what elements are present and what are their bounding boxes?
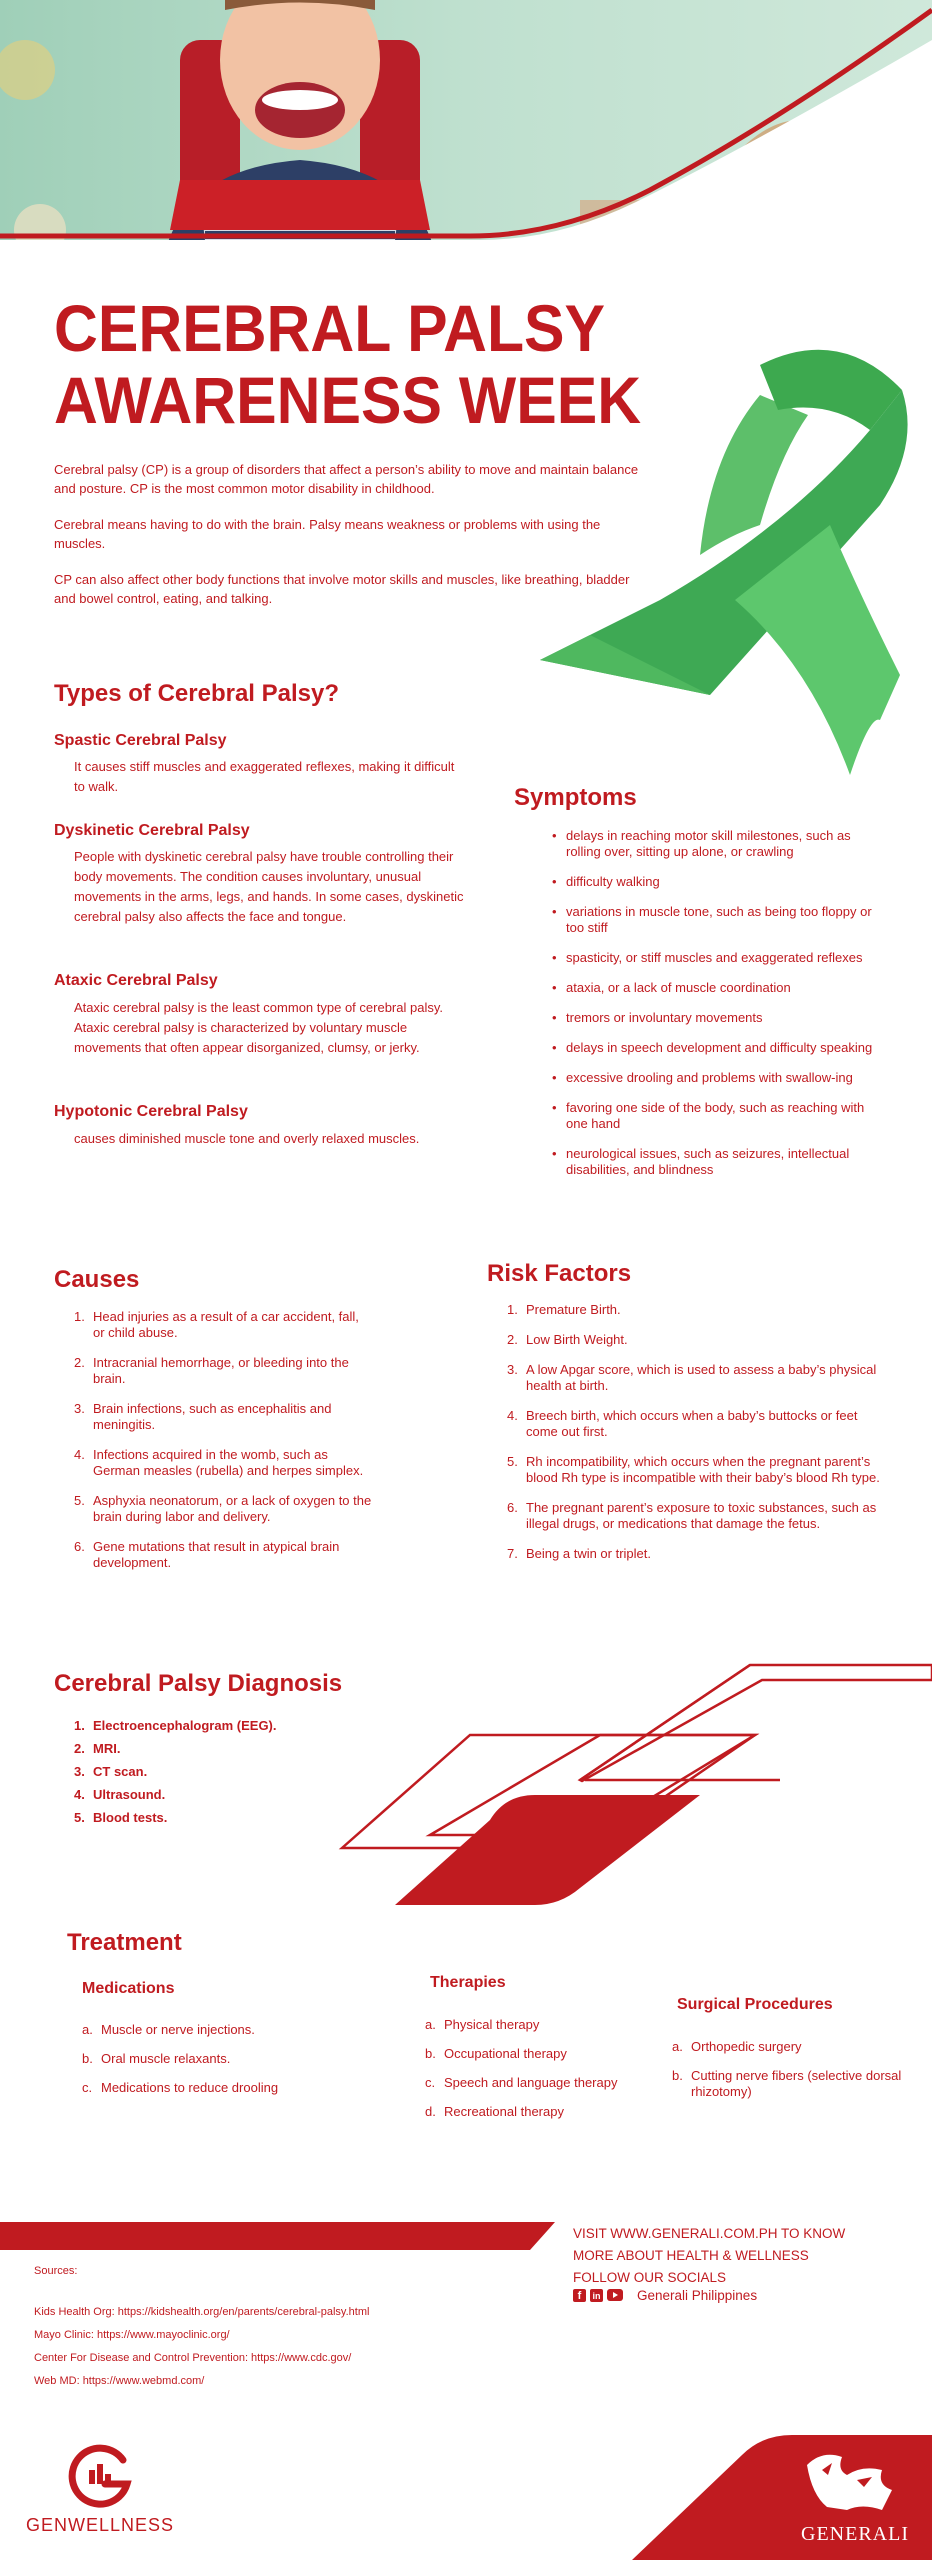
intro-paragraph-3: CP can also affect other body functions that involve motor skills and muscles, like breathing, bladder and bowel control, eating, and talking. [54, 572, 630, 606]
source-mayo[interactable]: Mayo Clinic: https://www.mayoclinic.org/ [34, 2329, 230, 2341]
therapies-heading: Therapies [430, 1974, 506, 1991]
treatment-heading: Treatment [67, 1929, 182, 1956]
diagnosis-heading: Cerebral Palsy Diagnosis [54, 1670, 343, 1697]
social-row [573, 2287, 757, 2303]
list-item: b. Oral muscle relaxants. [82, 2051, 231, 2066]
generali-wordmark: GENERALI [801, 2523, 909, 2545]
list-item: c. Speech and language therapy [425, 2075, 618, 2090]
social-account-name[interactable]: Generali Philippines [637, 2287, 758, 2303]
list-item: 5. Asphyxia neonatorum, or a lack of oxygen to the brain during labor and delivery. [74, 1493, 372, 1524]
list-item: • difficulty walking [552, 874, 882, 890]
genwellness-wordmark: GENWELLNESS [25, 2515, 175, 2535]
hero-illustration [0, 0, 932, 280]
visit-line-1: VISIT WWW.GENERALI.COM.PH TO KNOW [573, 2226, 846, 2241]
footer-visit [573, 2223, 903, 2289]
list-item: 1. Head injuries as a result of a car accident, fall, or child abuse. [74, 1309, 359, 1340]
type-spastic-heading: Spastic Cerebral Palsy [54, 732, 227, 749]
list-item: 7. Being a twin or triplet. [507, 1546, 652, 1561]
medications-heading: Medications [82, 1980, 175, 1997]
symptoms-list [552, 828, 882, 1192]
facebook-icon[interactable]: f [573, 2289, 586, 2302]
intro-text [54, 460, 644, 625]
risk-factors-heading: Risk Factors [487, 1260, 632, 1287]
linkedin-icon[interactable]: in [590, 2289, 603, 2302]
source-cdc[interactable]: Center For Disease and Control Prevention: https://www.cdc.gov/ [34, 2352, 352, 2364]
list-item: 6. Gene mutations that result in atypical brain development. [74, 1539, 340, 1570]
visit-line-3: FOLLOW OUR SOCIALS [573, 2270, 727, 2285]
list-item: 5. Rh incompatibility, which occurs when the pregnant parent’s blood Rh type is incompatible with their baby’s blood Rh type. [507, 1454, 880, 1485]
list-item: 3. A low Apgar score, which is used to assess a baby’s physical health at birth. [507, 1362, 877, 1393]
list-item: 6. The pregnant parent’s exposure to toxic substances, such as illegal drugs, or medications that damage the fetus. [507, 1500, 877, 1531]
list-item: • tremors or involuntary movements [552, 1010, 882, 1026]
list-item: 4. Breech birth, which occurs when a baby’s buttocks or feet come out first. [507, 1408, 858, 1439]
list-item: a. Orthopedic surgery [672, 2039, 802, 2054]
list-item: 2. MRI. [74, 1741, 121, 1756]
risk-factors-list [507, 1302, 882, 1576]
type-dyskinetic-heading: Dyskinetic Cerebral Palsy [54, 822, 250, 839]
sources-label: Sources: [34, 2265, 78, 2277]
list-item: a. Physical therapy [425, 2017, 540, 2032]
list-item: • ataxia, or a lack of muscle coordination [552, 980, 882, 996]
list-item: b. Cutting nerve fibers (selective dorsal rhizotomy) [672, 2068, 902, 2099]
type-ataxic-desc: Ataxic cerebral palsy is the least common type of cerebral palsy. Ataxic cerebral palsy is characterized by voluntary muscle movements that often appear disorganized, clumsy, or jerky. [74, 1000, 443, 1055]
list-item: 3. CT scan. [74, 1764, 148, 1779]
genwellness-g-icon [65, 2440, 135, 2512]
visit-line-2: MORE ABOUT HEALTH & WELLNESS [573, 2248, 809, 2263]
list-item: c. Medications to reduce drooling [82, 2080, 279, 2095]
symptoms-heading: Symptoms [514, 784, 637, 811]
list-item: d. Recreational therapy [425, 2104, 564, 2119]
list-item: 2. Intracranial hemorrhage, or bleeding into the brain. [74, 1355, 349, 1386]
causes-heading: Causes [54, 1266, 140, 1293]
source-webmd[interactable]: Web MD: https://www.webmd.com/ [34, 2375, 205, 2387]
medications-list [82, 2022, 342, 2109]
source-kidshealth[interactable]: Kids Health Org: https://kidshealth.org/en/parents/cerebral-palsy.html [34, 2306, 370, 2318]
list-item: 2. Low Birth Weight. [507, 1332, 628, 1347]
list-item: 3. Brain infections, such as encephalitis and meningitis. [74, 1401, 332, 1432]
types-heading: Types of Cerebral Palsy? [54, 680, 339, 707]
title-line-2: AWARENESS WEEK [54, 363, 642, 437]
youtube-icon[interactable] [607, 2289, 623, 2301]
list-item: • delays in speech development and difficulty speaking [552, 1040, 882, 1056]
intro-paragraph-2: Cerebral means having to do with the brain. Palsy means weakness or problems with using the muscles. [54, 517, 601, 551]
title-line-1: CEREBRAL PALSY [54, 291, 606, 365]
list-item: • spasticity, or stiff muscles and exaggerated reflexes [552, 950, 882, 966]
type-hypotonic-heading: Hypotonic Cerebral Palsy [54, 1103, 248, 1120]
list-item: 1. Premature Birth. [507, 1302, 621, 1317]
list-item: 1. Electroencephalogram (EEG). [74, 1718, 277, 1733]
list-item: • favoring one side of the body, such as reaching with one hand [552, 1100, 882, 1132]
list-item: • delays in reaching motor skill milestones, such as rolling over, sitting up alone, or crawling [552, 828, 882, 860]
type-hypotonic-desc: causes diminished muscle tone and overly relaxed muscles. [74, 1131, 420, 1146]
surgical-list [672, 2039, 902, 2113]
list-item: 4. Infections acquired in the womb, such as German measles (rubella) and herpes simplex. [74, 1447, 364, 1478]
list-item: 4. Ultrasound. [74, 1787, 166, 1802]
footer-red-band [0, 2222, 560, 2250]
genwellness-logo [20, 2440, 180, 2536]
list-item: a. Muscle or nerve injections. [82, 2022, 255, 2037]
intro-paragraph-1: Cerebral palsy (CP) is a group of disorders that affect a person’s ability to move and maintain balance and posture. CP is the most common motor disability in childhood. [54, 462, 639, 496]
diagnosis-list [74, 1718, 374, 1833]
causes-list [74, 1309, 374, 1585]
list-item: • variations in muscle tone, such as being too floppy or too stiff [552, 904, 882, 936]
decorative-parallelograms [330, 1660, 932, 1910]
type-dyskinetic-desc: People with dyskinetic cerebral palsy have trouble controlling their body movements. The condition causes involuntary, unusual movements in the arms, legs, and hands. In some cases, dyskinetic cerebral palsy also affects the face and tongue. [74, 849, 464, 924]
list-item: 5. Blood tests. [74, 1810, 168, 1825]
hero-photo [0, 0, 932, 280]
sources-block [34, 2264, 554, 2397]
type-ataxic-heading: Ataxic Cerebral Palsy [54, 972, 218, 989]
type-spastic-desc: It causes stiff muscles and exaggerated reflexes, making it difficult to walk. [74, 759, 455, 794]
list-item: • excessive drooling and problems with swallow-ing [552, 1070, 882, 1086]
surgical-heading: Surgical Procedures [677, 1996, 833, 2013]
list-item: • neurological issues, such as seizures, intellectual disabilities, and blindness [552, 1146, 882, 1178]
list-item: b. Occupational therapy [425, 2046, 567, 2061]
therapies-list [425, 2017, 655, 2133]
